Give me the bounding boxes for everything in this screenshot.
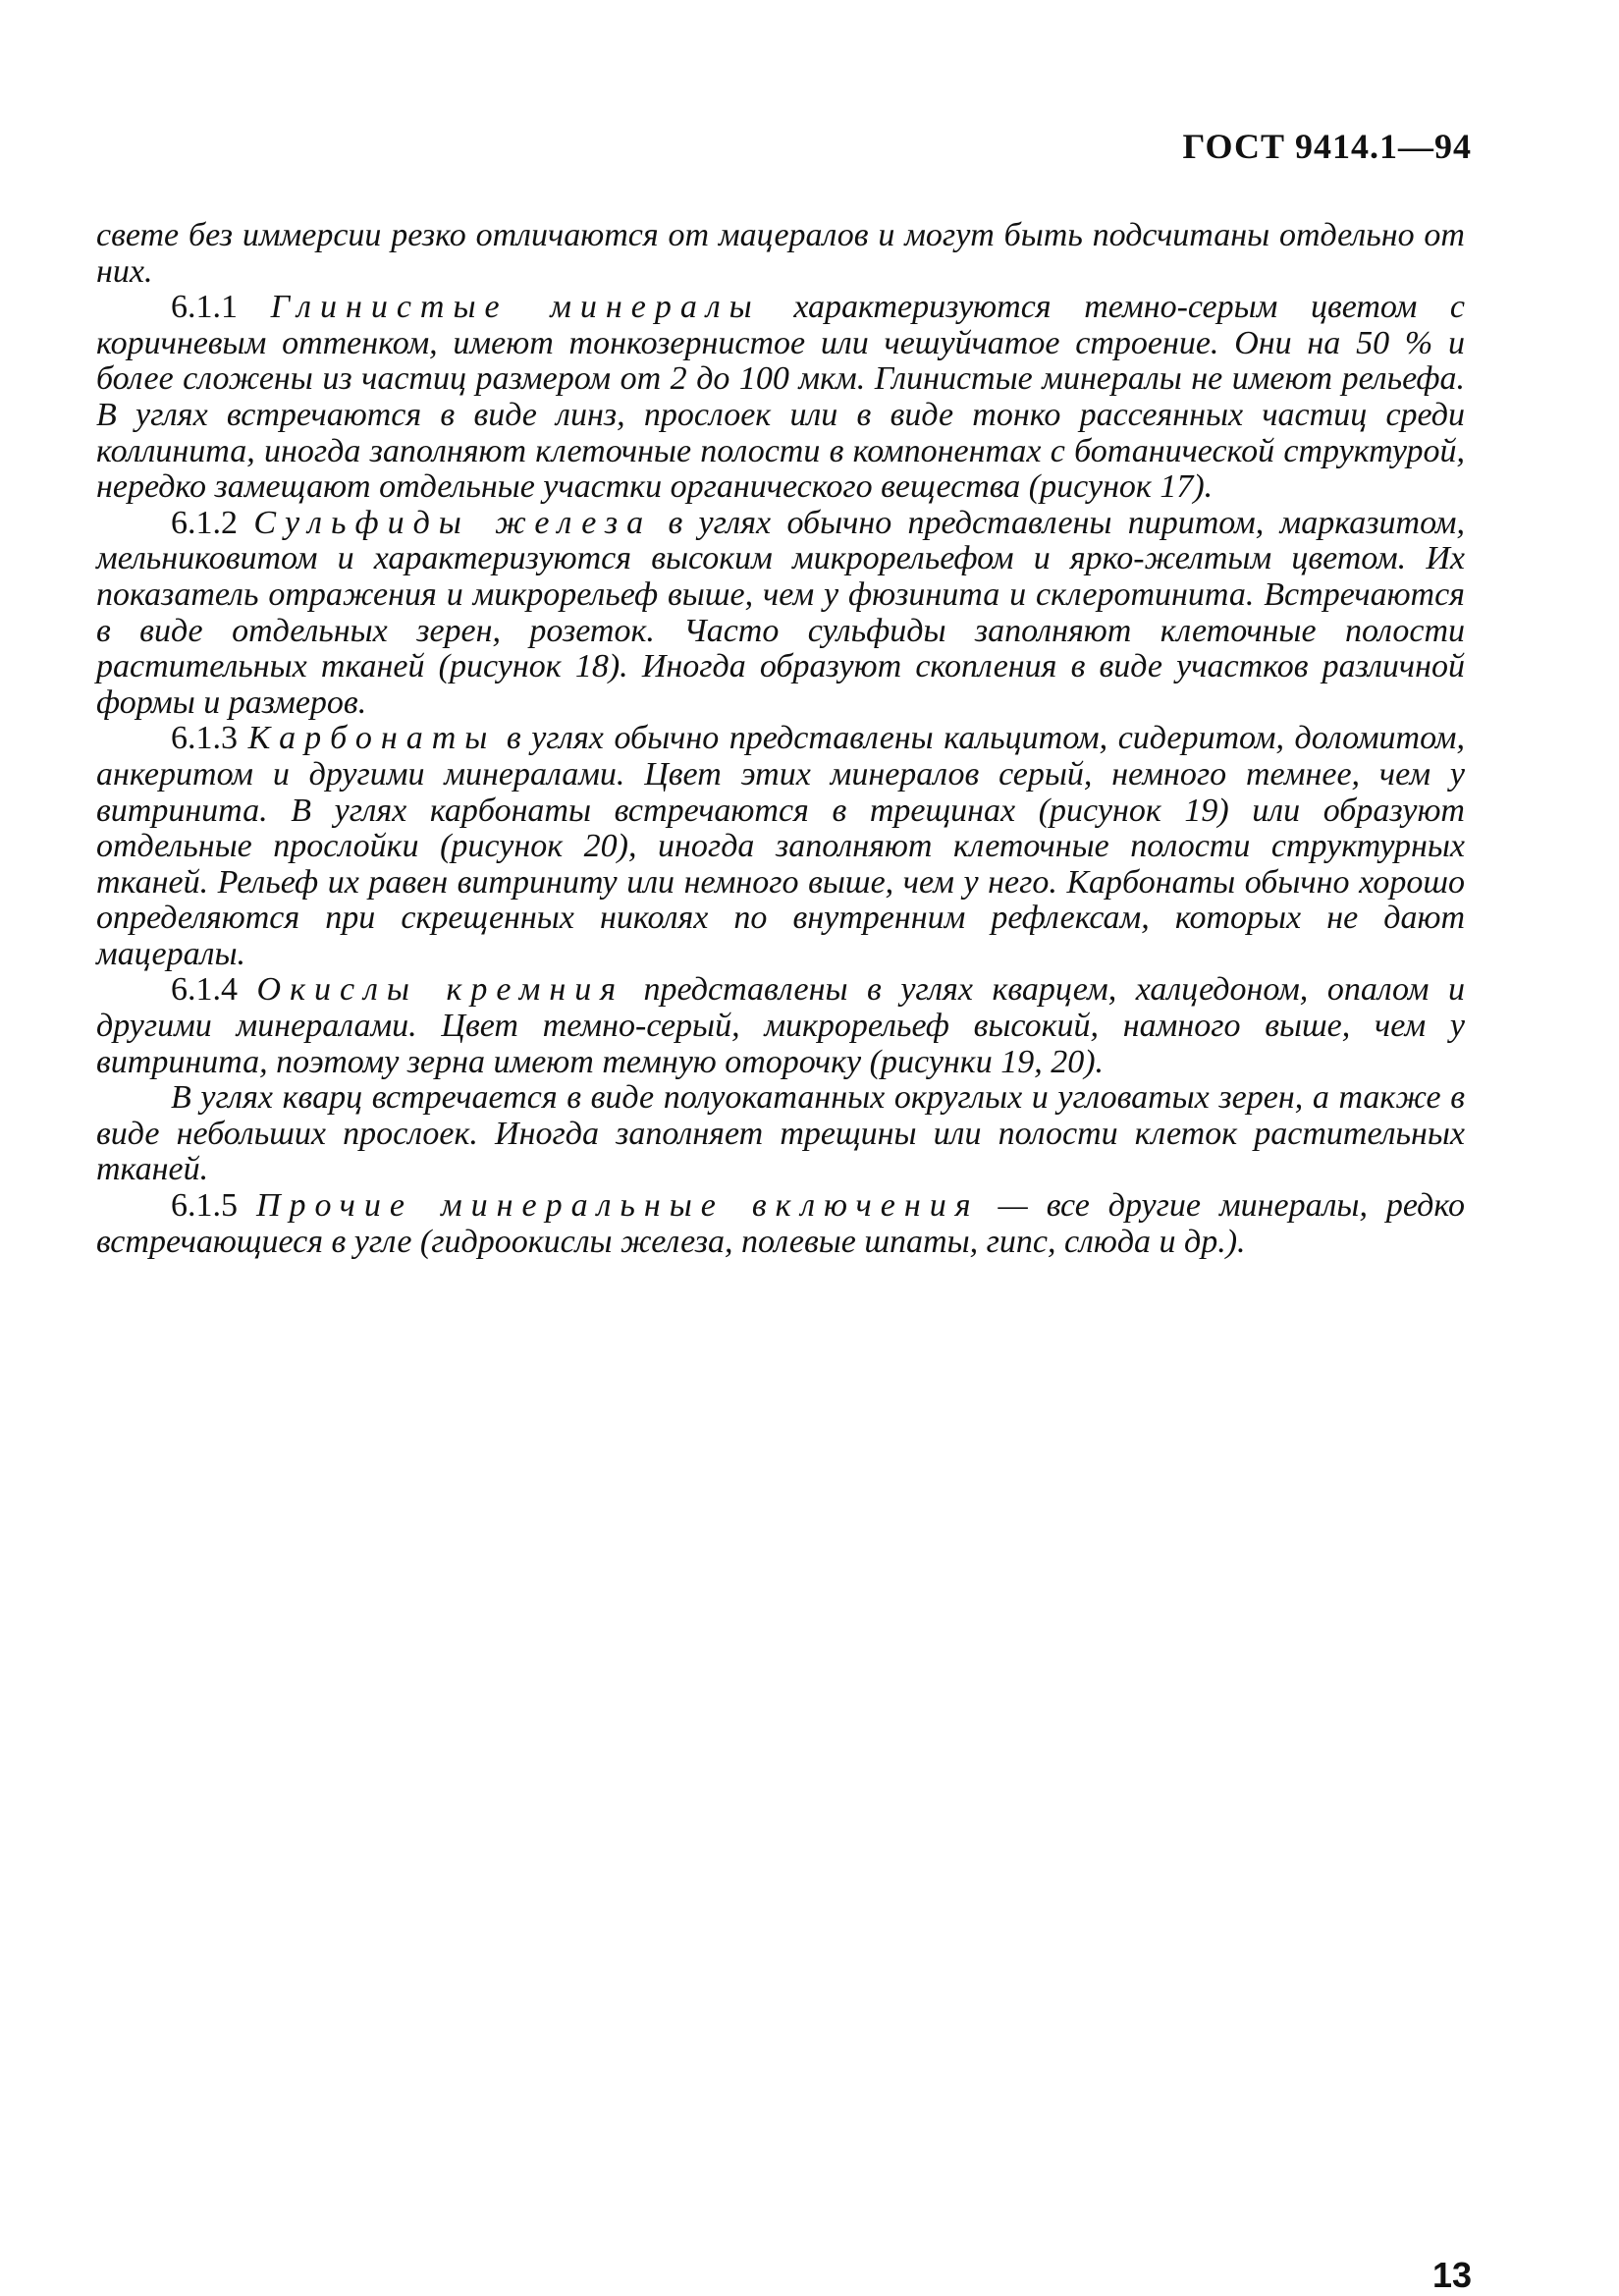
section-6-1-5 [96,1188,1465,1260]
section-term: Прочие минеральные включения [255,1187,980,1225]
section-term: Карбонаты [247,720,497,757]
paragraph-quartz [96,1080,1465,1188]
section-6-1-4 [96,972,1465,1080]
document-header: ГОСТ 9414.1—94 [1182,127,1472,166]
page-number: 13 [1431,2255,1472,2295]
section-number: 6.1.2 [171,504,238,541]
section-term: Окислы кремния [256,971,625,1009]
paragraph-text: в углях обычно представлены пиритом, марказитом, мельниковитом и характеризуются высоким микрорельефом и ярко-желтым цветом. Их показатель отражения и микрорельеф выше, чем у фюзинита и склеротинита. Встречаются в виде отдельных зерен, розеток. Часто сульфиды заполняют клеточные полости растительных тканей (рисунок 18). Иногда образуют скопления в виде участков различной формы и размеров. [96,504,1465,721]
paragraph-text: — все другие минералы, редко встречающиеся в угле (гидроокислы железа, полевые шпаты, гипс, слюда и др.). [96,1187,1465,1260]
paragraph-text: свете без иммерсии резко отличаются от мацералов и могут быть подсчитаны отдельно от них. [96,217,1465,290]
section-6-1-1 [96,290,1465,506]
document-body [96,218,1465,1260]
paragraph-text: характеризуются темно-серым цветом с коричневым оттенком, имеют тонкозернистое или чешуйчатое строение. Они на 50 % и более сложены из частиц размером от 2 до 100 мкм. Глинистые минералы не имеют рельефа. В углях встречаются в виде линз, прослоек или в виде тонко рассеянных частиц среди коллинита, иногда заполняют клеточные полости в компонентах с ботанической структурой, нередко замещают отдельные участки органического вещества (рисунок 17). [96,289,1466,506]
section-term: Сульфиды железа [253,504,653,541]
paragraph-text: в углях обычно представлены кальцитом, сидеритом, доломитом, анкеритом и другими минералами. Цвет этих минералов серый, немного темнее, чем у витринита. В углях карбонаты встречаются в трещинах (рисунок 19) или образуют отдельные прослойки (рисунок 20), иногда заполняют клеточные полости структурных тканей. Рельеф их равен витриниту или немного выше, чем у него. Карбонаты обычно хорошо определяются при скрещенных николях по внутренним рефлексам, которых не дают мацералы. [96,720,1465,972]
section-number: 6.1.1 [171,289,238,326]
paragraph-text: представлены в углях кварцем, халцедоном, опалом и другими минералами. Цвет темно-серый, микрорельеф высокий, намного выше, чем у витринита, поэтому зерна имеют темную оторочку (рисунки 19, 20). [96,971,1466,1080]
section-number: 6.1.3 [171,720,238,757]
section-term: Глинистые минералы [270,289,761,326]
paragraph-text: В углях кварц встречается в виде полуокатанных округлых и угловатых зерен, а также в виде небольших прослоек. Иногда заполняет трещины или полости клеток растительных тканей. [96,1079,1465,1188]
section-6-1-3 [96,721,1465,972]
section-6-1-2 [96,506,1465,722]
paragraph-continuation [96,218,1465,290]
section-number: 6.1.5 [171,1187,238,1225]
section-number: 6.1.4 [171,971,238,1009]
